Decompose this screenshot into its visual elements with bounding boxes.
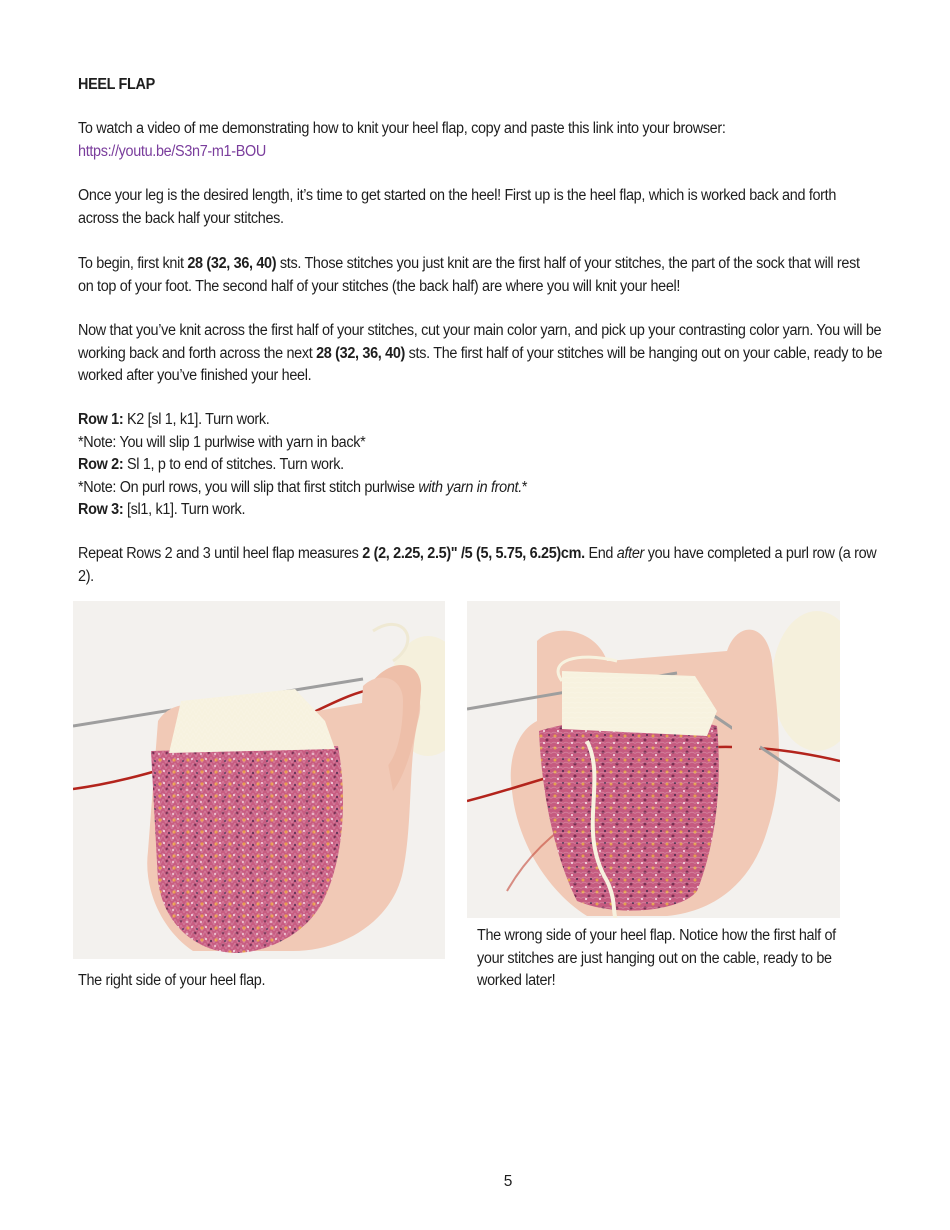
heel-flap-wrong-side-photo	[467, 601, 840, 918]
wrong-side-caption: The wrong side of your heel flap. Notice how the first half of your stitches are just hanging out on the cable, ready to be worked later!	[477, 927, 836, 989]
page-number: 5	[503, 1173, 513, 1190]
intro-paragraph: Once your leg is the desired length, it’s time to get started on the heel! First up is the heel flap, which is worked back and forth across the back half your stitches.	[78, 187, 837, 227]
contrast-yarn-paragraph: Now that you’ve knit across the first half of your stitches, cut your main color yarn, and pick up your contrasting color yarn. You will be working back and forth across the next 28 (32, 36, 40) sts. The first half of your stitches will be hanging out on your cable, ready to be worked after you’ve finished your heel.	[78, 322, 883, 384]
note-1: *Note: You will slip 1 purlwise with yarn in back*	[78, 433, 366, 451]
video-paragraph	[78, 118, 726, 163]
repeat-paragraph: Repeat Rows 2 and 3 until heel flap measures 2 (2, 2.25, 2.5)" /5 (5, 5.75, 6.25)cm. End after you have completed a purl row (a row 2).	[78, 545, 877, 585]
section-heading: HEEL FLAP	[78, 76, 155, 93]
note-2: *Note: On purl rows, you will slip that first stitch purlwise with yarn in front.*	[78, 478, 528, 496]
row-3: Row 3: [sl1, k1]. Turn work.	[78, 501, 246, 518]
wrong-side-illustration	[467, 601, 840, 918]
right-side-caption: The right side of your heel flap.	[78, 972, 266, 989]
video-link[interactable]: https://youtu.be/S3n7-m1-BOU	[78, 142, 266, 160]
video-intro-text: To watch a video of me demonstrating how to knit your heel flap, copy and paste this link into your browser:	[78, 120, 726, 137]
heel-flap-right-side-photo	[73, 601, 445, 959]
row-instructions	[78, 409, 878, 522]
begin-paragraph: To begin, first knit 28 (32, 36, 40) sts. Those stitches you just knit are the first half of your stitches, the part of the sock that will rest on top of your foot. The second half of your stitches (the back half) are where you will knit your heel!	[78, 255, 860, 295]
row-2: Row 2: Sl 1, p to end of stitches. Turn work.	[78, 456, 344, 473]
right-side-illustration	[73, 601, 445, 959]
row-1: Row 1: K2 [sl 1, k1]. Turn work.	[78, 411, 270, 428]
